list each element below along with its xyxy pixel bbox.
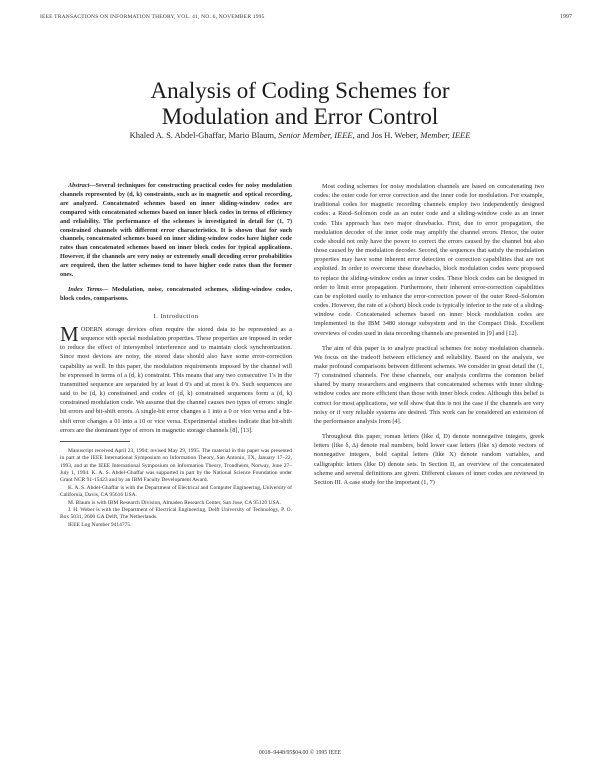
footnote-blaum: M. Blaum is with IBM Research Division, Almaden Research Center, San Jose, CA 95120 USA. (68, 499, 281, 506)
right-paragraph-2: The aim of this paper is to analyze practical schemes for noisy modulation channels. We focus on the tradeoff between efficiency and reliability. Based on the analysis, we make profound comparisons between different schemes. We consider in great detail the (1, 7) constrained channels. For these channels, our analysis confirms the common belief shared by many researchers and engineers that concatenated schemes with inner sliding-window codes are more efficient than those with inner block codes. Although this belief is correct for most applications, we will show that this is not the case if the channels are very noisy or if very reliable systems are desired. This work can be considered an extension of the performance analysis from [4]. (314, 344, 544, 425)
right-column (314, 182, 544, 487)
abstract (60, 182, 292, 280)
index-terms-text: Modulation, noise, concatenated schemes, sliding-window codes, block codes, comparisons. (60, 285, 293, 302)
abstract-text: Several techniques for constructing practical codes for noisy modulation channels represented by (d, k) constraints, such as in magnetic and optical recording, are analyzed. Concatenated schemes based on inner sliding-window codes are compared with concatenated schemes based on inner block codes in terms of efficiency and reliability. The performance of the schemes is investigated in detail for (1, 7) constrained channels with different error characteristics. It is shown that for such channels, concatenated schemes based on inner sliding-window codes have higher code rates than concatenated schemes based on inner block codes for typical applications. However, if the channels are very noisy or extremely small decoding error probabilities are required, then the latter schemes tend to have higher code rates than the former ones. (60, 182, 292, 279)
section-heading-introduction: I. Introduction (153, 312, 199, 320)
intro-paragraph (60, 321, 292, 435)
index-terms (60, 286, 292, 304)
paper-title (0, 78, 600, 130)
author-weber: and Jos H. Weber, (356, 130, 419, 140)
footnote-abdel-ghaffar: K. A. S. Abdel-Ghaffar is with the Department of Electrical and Computer Engineering, University of California, Davis, CA 95616 USA. (60, 484, 292, 499)
abstract-lead: Abstract— (68, 182, 96, 189)
page-number: 1997 (560, 14, 572, 20)
footnote-log-number: IEEE Log Number 9414775. (68, 521, 132, 528)
author-line (60, 130, 540, 140)
footnote-rule (60, 441, 130, 442)
author-weber-title: Member, IEEE (420, 130, 471, 140)
intro-paragraph-text: ODERN storage devices often require the stored data to be represented as a sequence with special modulation properties. These properties are imposed in order to reduce the effect of intersymbol interference and to maintain clock synchronization. Since most devices are noisy, the stored data should also have some error-correction capability as well. In this paper, the modulation requirements imposed by the channel will be expressed in terms of a (d, k) constraint. This means that any two consecutive 1's in the transmitted sequence are separated by at least d 0's and at most k 0's. Such sequences are said to be (d, k) constrained and codes of (d, k) constrained sequences form a (d, k) constrained modulation code. We assume that the channel causes two types of errors: single bit errors and bit-shift errors. A single-bit error changes a 1 into a 0 or vice versa and a bit-shift error changes a 01 into a 10 or vice versa. Experimental studies indicate that bit-shift errors are the dominant type of errors in magnetic storage channels [8], [13]. (60, 325, 292, 434)
footnote-weber: J. H. Weber is with the Department of Electrical Engineering, Delft University of Technology, P. O. Box 5031, 2600 GA Delft, The Netherlands. (60, 507, 292, 521)
footnote-manuscript: Manuscript received April 23, 1994; revised May 29, 1995. The material in this paper was presented in part at the IEEE International Symposium on Information Theory, San Antonio, TX, January 17–22, 1993, and at the IEEE International Symposium on Information Theory, Trondheim, Norway, June 27–July 1, 1994. K. A. S. Abdel-Ghaffar was supported in part by the National Science Foundation under Grant NCR 91-15423 and by an IBM Faculty Development Award. (60, 447, 292, 484)
journal-header: IEEE TRANSACTIONS ON INFORMATION THEORY, VOL. 41, NO. 6, NOVEMBER 1995 (40, 14, 265, 20)
author-names: Khaled A. S. Abdel-Ghaffar, Mario Blaum, (129, 130, 277, 140)
title-line-1: Analysis of Coding Schemes for (150, 78, 450, 103)
title-line-2: Modulation and Error Control (161, 104, 439, 129)
copyright-footer: 0018–9448/95$04.00 © 1995 IEEE (258, 750, 342, 756)
dropcap: M (60, 321, 79, 346)
left-column (60, 182, 292, 529)
right-paragraph-3: Throughout this paper, roman letters (like d, D) denote nonnegative integers, greek letters (like δ, Δ) denote real numbers, bold lower case letters (like x) denote vectors of nonnegative integers, bold capital letters (like X) denote random variables, and calligraphic letters (like D) denote sets. In Section II, an overview of the concatenated scheme and several definitions are given. Different classes of inner codes are reviewed in Section III. A case study for the important (1, 7) (314, 433, 544, 486)
right-paragraph-1: Most coding schemes for noisy modulation channels are based on concatenating two codes: the outer code for error correction and the inner code for modulation. For example, traditional codes for magnetic recording channels employ two independently designed codes: a Reed–Solomon code as an outer code and a sliding-window code as an inner code. This approach has two major drawbacks. First, due to error propagation, the modulation decoder of the inner code may amplify the channel errors. Hence, the outer code should not only have the power to correct the errors caused by the channel but also those caused by the modulation decoder. Second, the sequences that satisfy the modulation properties may have some inherent error detection or correction capabilities that are not exploited. In order to overcome these drawbacks, block modulation codes were proposed to replace the sliding-window codes as inner codes. These block codes can be designed in order to limit error propagation. Furthermore, their inherent error-correction capabilities can be exploited easily to enhance the error-correction power of the outer Reed–Solomon codes. However, the rate of a (short) block code is typically inferior to the rate of a sliding-window code. Concatenated schemes based on inner block modulation codes are implemented in the IBM 3480 storage subsystem and in the Compact Disk. Excellent overviews of codes used in data recording channels are presented in [9] and [12]. (314, 183, 544, 337)
index-terms-lead: Index Terms— (68, 285, 109, 293)
author-blaum-title: Senior Member, IEEE, (278, 130, 355, 140)
